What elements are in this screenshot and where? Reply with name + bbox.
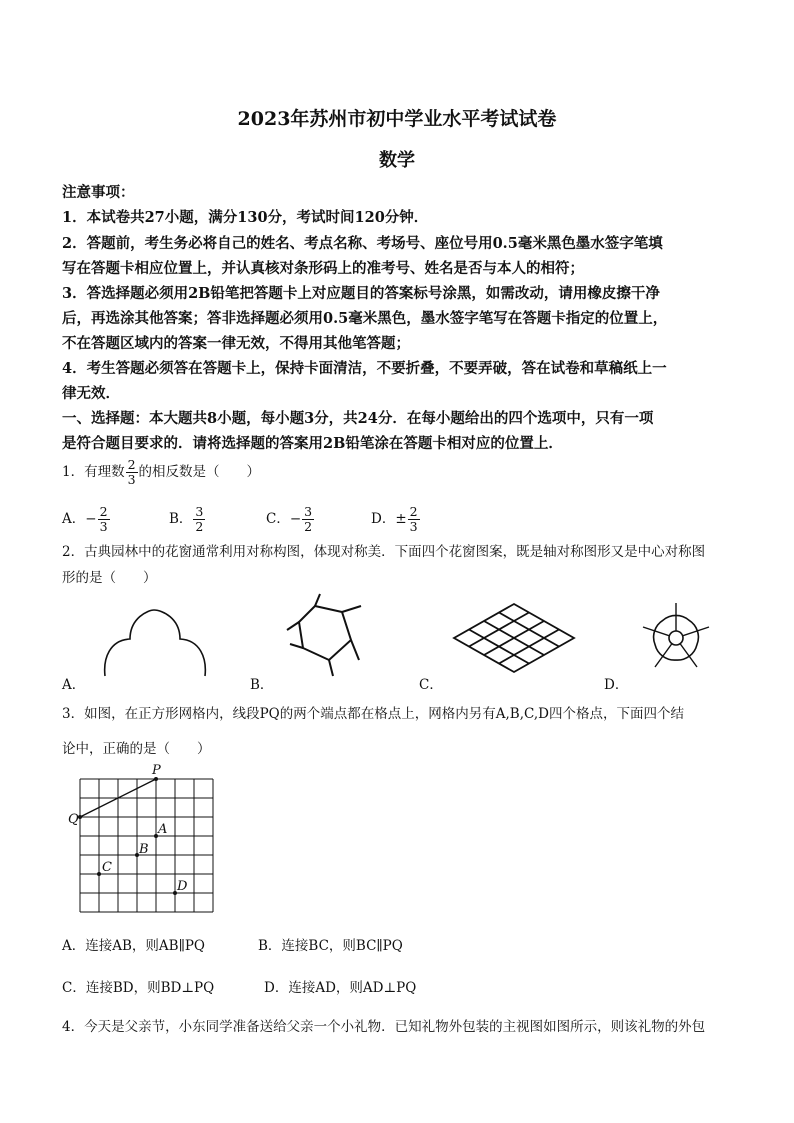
note-line: 后，再选涂其他答案；答非选择题必须用0.5毫米黑色，墨水签字笔写在答题卡指定的位置上， [62, 310, 668, 327]
figure-c-lattice [452, 602, 576, 674]
note-line: 3．答选择题必须用2B铅笔把答题卡上对应题目的答案标号涂黑，如需改动，请用橡皮擦干净 [62, 285, 660, 302]
q1-option-b[interactable]: B． $\frac{3}{2}$ [169, 504, 204, 534]
question-2: 2．古典园林中的花窗通常利用对称构图，体现对称美．下面四个花窗图案，既是轴对称图形又是中心对称图 [62, 544, 706, 560]
note-line: 律无效． [62, 385, 120, 402]
q1-prefix: 1．有理数 [62, 464, 125, 480]
q3-option-c[interactable]: C．连接BD，则BD⊥PQ [62, 980, 215, 996]
question-3-cont: 论中，正确的是（ ） [62, 741, 211, 757]
label-c: C [102, 860, 112, 875]
section-heading: 一、选择题：本大题共8小题，每小题3分，共24分．在每小题给出的四个选项中，只有一项 [62, 410, 654, 427]
question-4: 4．今天是父亲节，小东同学准备送给父亲一个小礼物．已知礼物外包装的主视图如图所示，则该礼物的外包 [62, 1019, 706, 1035]
q1-fraction: $\frac{2}{3}$ [127, 457, 136, 487]
point-c [97, 872, 101, 876]
figure-b-pinwheel [285, 592, 365, 680]
section-heading-cont: 是符合题目要求的．请将选择题的答案用2B铅笔涂在答题卡相对应的位置上． [62, 435, 563, 452]
figure-d-flower [633, 595, 719, 681]
label-a: A [158, 822, 168, 837]
figure-a-cloud [100, 606, 210, 678]
q1-options [62, 497, 462, 534]
q1-option-d[interactable]: D．± $\frac{2}{3}$ [371, 504, 418, 534]
question-1 [62, 458, 260, 487]
subject-title: 数学 [379, 150, 415, 171]
figure-label-c[interactable]: C． [419, 677, 443, 693]
q3-option-b[interactable]: B．连接BC，则BC∥PQ [258, 938, 403, 954]
q3-option-d[interactable]: D．连接AD，则AD⊥PQ [264, 980, 417, 996]
label-p: P [152, 763, 161, 778]
note-line: 1．本试卷共27小题，满分130分，考试时间120分钟． [62, 209, 429, 226]
note-line: 写在答题卡相应位置上，并认真核对条形码上的准考号、姓名是否与本人的相符； [62, 260, 584, 277]
q1-option-c[interactable]: C．− $\frac{3}{2}$ [266, 504, 313, 534]
grid-figure [66, 762, 216, 912]
question-2-cont: 形的是（ ） [62, 570, 157, 586]
note-line: 4．考生答题必须答在答题卡上，保持卡面清洁，不要折叠，不要弄破，答在试卷和草稿纸上一 [62, 360, 667, 377]
note-line: 2．答题前，考生务必将自己的姓名、考点名称、考场号、座位号用0.5毫米黑色墨水签字笔填 [62, 235, 663, 252]
label-q: Q [68, 812, 79, 827]
q1-option-a[interactable]: A．− $\frac{2}{3}$ [62, 504, 108, 534]
label-b: B [139, 842, 149, 857]
figure-label-d[interactable]: D． [604, 677, 629, 693]
question-3: 3．如图，在正方形网格内，线段PQ的两个端点都在格点上，网格内另有A,B,C,D四个格点，下面四个结 [62, 706, 684, 722]
q3-option-a[interactable]: A．连接AB，则AB∥PQ [62, 938, 205, 954]
notes-heading: 注意事项： [62, 184, 135, 201]
q1-suffix: 的相反数是（ ） [138, 464, 261, 480]
figure-label-b[interactable]: B． [250, 677, 274, 693]
figure-label-a[interactable]: A． [62, 677, 86, 693]
label-d: D [177, 879, 188, 894]
note-line: 不在答题区域内的答案一律无效，不得用其他笔答题； [62, 335, 410, 352]
exam-title: 2023年苏州市初中学业水平考试试卷 [237, 108, 557, 130]
